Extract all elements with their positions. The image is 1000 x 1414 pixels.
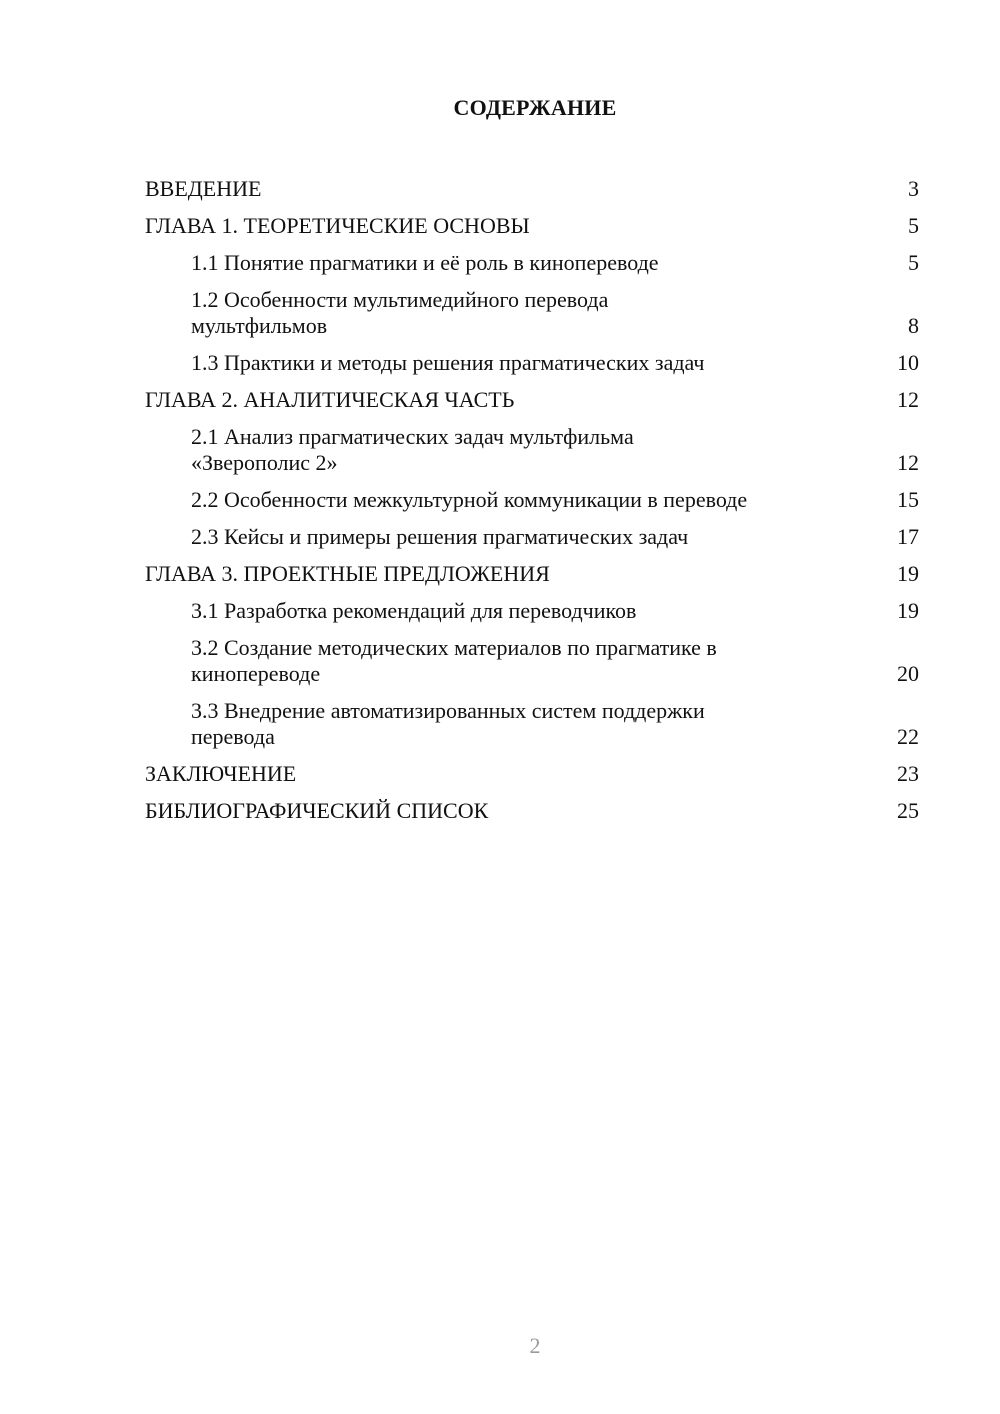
toc-entry-label: ГЛАВА 1. ТЕОРЕТИЧЕСКИЕ ОСНОВЫ	[145, 212, 530, 238]
toc-entry-label: 1.1 Понятие прагматики и её роль в кинопереводе	[191, 249, 659, 275]
toc-entry-section-1-1[interactable]	[145, 244, 919, 281]
toc-entry-page: 22	[897, 723, 919, 749]
toc-entry-chapter-3[interactable]	[145, 555, 919, 592]
toc-entry-page: 5	[908, 249, 919, 275]
toc-list	[145, 170, 919, 829]
toc-entry-page: 12	[897, 386, 919, 412]
toc-entry-introduction[interactable]	[145, 170, 919, 207]
toc-entry-label: 1.3 Практики и методы решения прагматических задач	[191, 349, 705, 375]
page-number: 2	[529, 1333, 541, 1358]
toc-entry-section-2-1[interactable]	[145, 418, 919, 481]
toc-entry-page: 5	[908, 212, 919, 238]
toc-entry-page: 19	[897, 597, 919, 623]
toc-entry-page: 8	[908, 312, 919, 338]
toc-entry-chapter-1[interactable]	[145, 207, 919, 244]
toc-entry-page: 19	[897, 560, 919, 586]
toc-entry-section-3-2[interactable]	[145, 629, 919, 692]
toc-entry-conclusion[interactable]	[145, 755, 919, 792]
toc-entry-label: ВВЕДЕНИЕ	[145, 175, 262, 201]
toc-entry-chapter-2[interactable]	[145, 381, 919, 418]
toc-entry-section-2-2[interactable]	[145, 481, 919, 518]
toc-entry-section-3-3[interactable]	[145, 692, 919, 755]
toc-entry-page: 10	[897, 349, 919, 375]
toc-entry-label: БИБЛИОГРАФИЧЕСКИЙ СПИСОК	[145, 797, 489, 823]
toc-entry-page: 3	[908, 175, 919, 201]
toc-entry-label: 2.3 Кейсы и примеры решения прагматических задач	[191, 523, 689, 549]
toc-entry-label: 1.2 Особенности мультимедийного перевода мультфильмов	[191, 286, 609, 338]
toc-entry-label: ГЛАВА 3. ПРОЕКТНЫЕ ПРЕДЛОЖЕНИЯ	[145, 560, 550, 586]
toc-entry-label: 2.1 Анализ прагматических задач мультфильма «Зверополис 2»	[191, 423, 634, 475]
toc-entry-page: 17	[897, 523, 919, 549]
toc-entry-label: 3.3 Внедрение автоматизированных систем поддержки перевода	[191, 697, 705, 749]
toc-entry-bibliography[interactable]	[145, 792, 919, 829]
toc-title: СОДЕРЖАНИЕ	[453, 95, 617, 120]
toc-entry-label: 2.2 Особенности межкультурной коммуникации в переводе	[191, 486, 748, 512]
toc-entry-label: ЗАКЛЮЧЕНИЕ	[145, 760, 297, 786]
toc-entry-section-2-3[interactable]	[145, 518, 919, 555]
toc-entry-section-3-1[interactable]	[145, 592, 919, 629]
toc-entry-label: 3.1 Разработка рекомендаций для переводчиков	[191, 597, 637, 623]
toc-entry-page: 15	[897, 486, 919, 512]
toc-entry-section-1-2[interactable]	[145, 281, 919, 344]
toc-entry-page: 12	[897, 449, 919, 475]
toc-entry-section-1-3[interactable]	[145, 344, 919, 381]
toc-entry-label: ГЛАВА 2. АНАЛИТИЧЕСКАЯ ЧАСТЬ	[145, 386, 515, 412]
toc-entry-page: 20	[897, 660, 919, 686]
toc-entry-page: 25	[897, 797, 919, 823]
toc-entry-page: 23	[897, 760, 919, 786]
toc-entry-label: 3.2 Создание методических материалов по прагматике в кинопереводе	[191, 634, 717, 686]
